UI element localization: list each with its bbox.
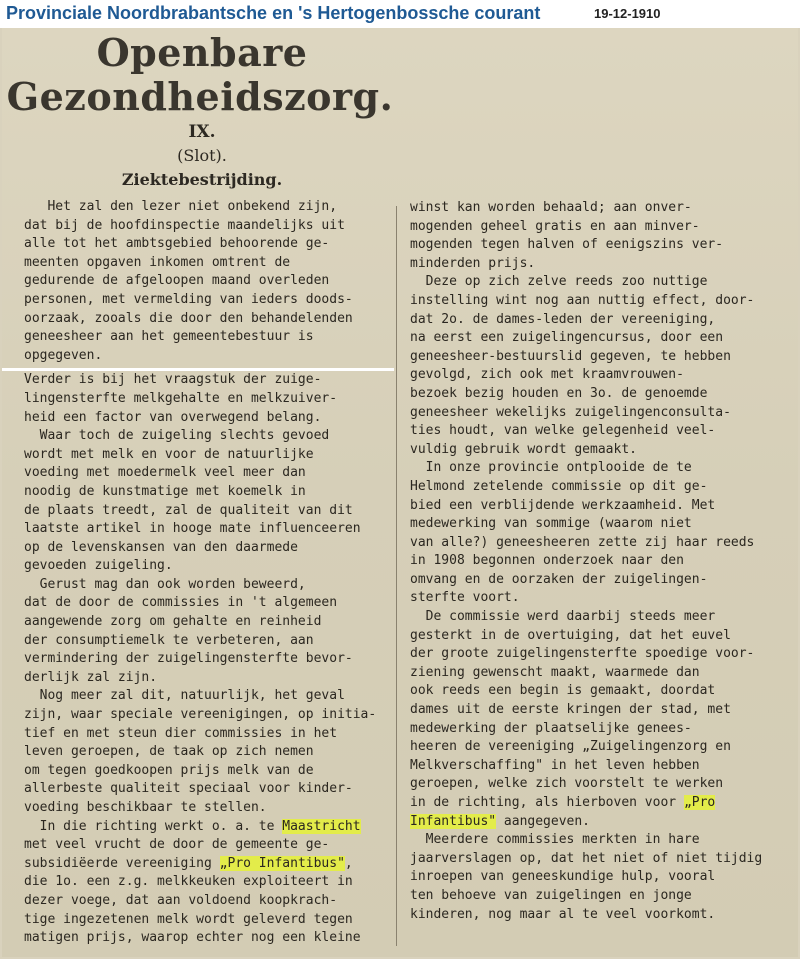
highlight-maastricht: Maastricht (282, 818, 361, 834)
paragraph: Meerdere commissies merkten in hare jaarverslagen op, dat het niet of niet tijdig inroepen van geneeskundige hulp, vooral ten behoeve van zuigelingen en jonge kinderen, nog maar al te veel voorkomt. (410, 832, 763, 922)
paragraph: Nog meer zal dit, natuurlijk, het geval zijn, waar speciale vereenigingen, op initia- tief en met steun dier commissies in het leven geroepen, de taak op zich nemen om tegen goedkoopen prijs melk van de allerbeste qualiteit speciaal voor kinder- voeding beschikbaar te stellen. (24, 688, 377, 815)
paragraph: winst kan worden behaald; aan onver- mogenden geheel gratis en aan minver- mogenden tegen halven of eenigszins ver- minderden prijs. (410, 200, 724, 271)
paragraph: Waar toch de zuigeling slechts gevoed wordt met melk en voor de natuurlijke voeding met moedermelk veel meer dan noodig de kunstmatige met koemelk in de plaats treedt, zal de qualiteit van dit laatste artikel in hooge mate influenceeren op de levenskansen van den daarmede gevoeden zuigeling. (24, 428, 361, 574)
paragraph: Het zal den lezer niet onbekend zijn, dat bij de hoofdinspectie maandelijks uit alle tot het ambtsgebied behoorende ge- meenten opgaven inkomen omtrent de gedurende de afgeloopen maand overleden personen, met vermelding van ieders doods- oorzaak, zooals die door den behandelenden geneesheer aan het gemeentebestuur is opgegeven. (24, 199, 353, 363)
text-run: met veel vrucht de door de gemeente ge- subsidiëerde vereeniging (24, 837, 330, 871)
text-run: In die richting werkt o. a. te (24, 818, 283, 834)
article-part-number: IX. (188, 122, 216, 142)
article-title-line1: Openbare (96, 30, 308, 75)
paragraph: Gerust mag dan ook worden beweerd, dat de door de commissies in 't algemeen aangewende zorg om gehalte en reinheid der consumptiemelk te verbeteren, aan vermindering der zuigelingensterfte bevor- derlijk zal zijn. (24, 576, 353, 685)
section-heading: Ziektebestrijding. (121, 170, 283, 189)
highlight-pro-infantibus: „Pro Infantibus" (410, 795, 716, 829)
publication-date: 19-12-1910 (594, 6, 661, 21)
text-run: , die 1o. een z.g. melkkeuken exploiteert in dezer voege, dat aan voldoend koopkrach- tige ingezetenen melk wordt geleverd tegen matigen prijs, waarop echter nog een kleine (24, 855, 361, 946)
page-header (0, 0, 800, 28)
newspaper-clipping (2, 28, 798, 957)
highlight-pro-infantibus: „Pro Infantibus" (219, 855, 345, 871)
article-title-line2: Gezondheidszorg. (6, 74, 394, 119)
column-divider (396, 206, 397, 946)
text-run: De commissie werd daarbij steeds meer gesterkt in de overtuiging, dat het euvel der groote zuigelingensterfte spoedige voor- ziening gewenscht maakt, waarmede dan ook reeds een begin is gemaakt, doordat dames uit de eerste kringen der stad, met medewerking der plaatselijke genees- heeren de vereeniging „Zuigelingenzorg en Melkverschaffing" in het leven hebben geroepen, welke zich voorstelt te werken in de richting, als hierboven voor (410, 609, 755, 810)
paragraph: Deze op zich zelve reeds zoo nuttige instelling wint nog aan nuttig effect, door- dat 2o. de dames-leden der vereeniging, na eerst een zuigelingencursus, door een geneesheer-bestuurslid gegeven, te hebben gevolgd, zich ook met kraamvrouwen- bezoek bezig houden en 3o. de genoemde geneesheer wekelijks zuigelingenconsulta- ties houdt, van welke gelegenheid veel- vuldig gebruik wordt gemaakt. (410, 274, 755, 457)
paragraph (24, 818, 392, 948)
left-column (24, 198, 392, 948)
newspaper-name: Provinciale Noordbrabantsche en 's Hertogenbossche courant (6, 3, 541, 23)
article-slot: (Slot). (177, 146, 227, 165)
paragraph: Verder is bij het vraagstuk der zuige- lingensterfte melkgehalte en melkzuiver- heid een factor van overwegend belang. (24, 372, 338, 425)
clipping-seam (2, 368, 394, 371)
right-column (410, 199, 794, 924)
paragraph: In onze provincie ontplooide de te Helmond zetelende commissie op dit ge- bied een verblijdende werkzaamheid. Met medewerking van sommige (waarom niet van alle?) geneesheeren zette zij haar reeds in 1908 begonnen onderzoek naar den omvang en de oorzaken der zuigelingen- sterfte voort. (410, 460, 755, 606)
paragraph (410, 608, 794, 831)
text-run: aangegeven. (496, 813, 591, 829)
